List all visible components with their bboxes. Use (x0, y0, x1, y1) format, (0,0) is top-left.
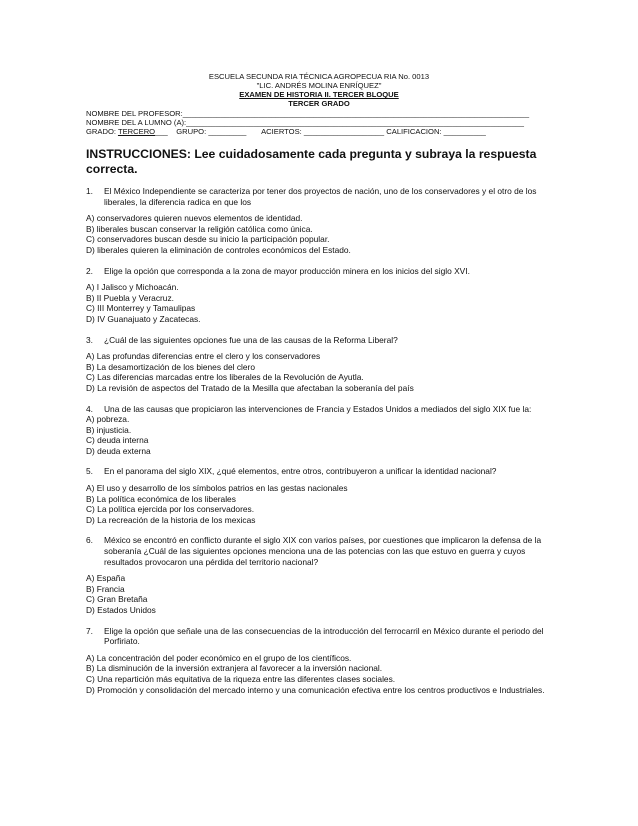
answer-option[interactable]: B) liberales buscan conservar la religión católica como única. (86, 223, 313, 234)
question-4 (86, 404, 552, 457)
question-gap (86, 394, 552, 404)
group-label: GRUPO: (176, 127, 207, 136)
teacher-name-field[interactable] (86, 109, 552, 118)
question-5 (86, 466, 552, 525)
answer-option[interactable]: B) La política económica de los liberales (86, 493, 236, 504)
question-6 (86, 535, 552, 615)
question-2 (86, 266, 552, 325)
question-list (86, 186, 552, 695)
answer-option[interactable]: A) pobreza. (86, 414, 130, 425)
teacher-name-label: NOMBRE DEL PROFESOR: (86, 109, 183, 118)
grade-title: TERCER GRADO (288, 99, 350, 108)
answer-option[interactable]: D) La revisión de aspectos del Tratado de la Mesilla que afectaban la soberanía del país (86, 382, 414, 393)
grade-label: GRADO: (86, 127, 116, 136)
question-7 (86, 626, 552, 696)
question-gap (86, 525, 552, 535)
answer-option[interactable]: C) Las diferencias marcadas entre los liberales de la Revolución de Ayutla. (86, 372, 364, 383)
answer-option[interactable]: A) El uso y desarrollo de los símbolos patrios en las gestas nacionales (86, 483, 348, 494)
question-number: 6. (86, 535, 93, 546)
question-number: 7. (86, 625, 93, 636)
teacher-name-blank: __________________________________________________________________________________ (182, 109, 530, 118)
answer-option[interactable]: A) La concentración del poder económico en el grupo de los científicos. (86, 652, 352, 663)
student-name-field[interactable] (86, 118, 552, 127)
answer-option[interactable]: C) deuda interna (86, 435, 149, 446)
question-stem (86, 266, 552, 277)
question-3 (86, 335, 552, 394)
answer-option[interactable]: C) Gran Bretaña (86, 594, 148, 605)
answer-option[interactable]: D) La recreación de la historia de los mexicas (86, 514, 256, 525)
question-number: 3. (86, 334, 93, 345)
question-text: Elige la opción que corresponda a la zona de mayor producción minera en los inicios del siglo XVI. (104, 265, 470, 276)
student-name-blank: ________________________________________________________________________________ (186, 118, 525, 127)
question-stem (86, 335, 552, 346)
school-honoree: "LIC. ANDRÉS MOLINA ENRÍQUEZ" (256, 81, 382, 90)
question-gap (86, 256, 552, 266)
question-text: Una de las causas que propiciaron las intervenciones de Francia y Estados Unidos a mediados del siglo XIX fue la: (104, 403, 532, 414)
score-label: ACIERTOS: (261, 127, 302, 136)
exam-title: EXAMEN DE HISTORIA II. TERCER BLOQUE (239, 90, 399, 99)
question-gap (86, 456, 552, 466)
school-name: ESCUELA SECUNDA RIA TÉCNICA AGROPECUA RIA No. 0013 (208, 72, 430, 81)
grade-result-label: CALIFICACION: (386, 127, 442, 136)
question-stem (86, 404, 552, 415)
question-gap (86, 616, 552, 626)
answer-option[interactable]: A) I Jalisco y Michoacán. (86, 282, 179, 293)
answer-option[interactable]: D) Promoción y consolidación del mercado interno y una comunicación efectiva entre los centros productivos e Industriales. (86, 684, 545, 695)
answer-option[interactable]: A) Las profundas diferencias entre el clero y los conservadores (86, 351, 321, 362)
question-number: 5. (86, 466, 93, 477)
answer-option[interactable]: B) La desamortización de los bienes del clero (86, 361, 255, 372)
student-name-label: NOMBRE DEL A LUMNO (A): (86, 118, 187, 127)
answer-option[interactable]: B) La disminución de la inversión extranjera al favorecer a la inversión nacional. (86, 663, 383, 674)
answer-option[interactable]: C) conservadores buscan desde su inicio la participación popular. (86, 234, 330, 245)
answer-option[interactable]: D) IV Guanajuato y Zacatecas. (86, 313, 201, 324)
question-number: 1. (86, 186, 93, 196)
answer-option[interactable]: D) Estados Unidos (86, 605, 156, 615)
question-number: 2. (86, 265, 93, 276)
question-stem (86, 186, 552, 207)
instructions: INSTRUCCIONES: Lee cuidadosamente cada pregunta y subraya la respuesta correcta. (86, 147, 537, 176)
question-stem (86, 626, 552, 647)
grade-blank: ___ (155, 127, 168, 136)
question-stem (86, 466, 552, 477)
question-text: Elige la opción que señale una de las consecuencias de la introducción del ferrocarril en México durante el periodo del Porfiriato. (104, 625, 544, 647)
answer-option[interactable]: B) Francia (86, 583, 125, 594)
answer-option[interactable]: B) injusticia. (86, 424, 132, 435)
answer-option[interactable]: D) deuda externa (86, 445, 151, 456)
question-text: ¿Cuál de las siguientes opciones fue una de las causas de la Reforma Liberal? (104, 334, 398, 345)
answer-option[interactable]: C) III Monterrey y Tamaulipas (86, 303, 196, 314)
question-text: En el panorama del siglo XIX, ¿qué elementos, entre otros, contribuyeron a unificar la identidad nacional? (104, 466, 497, 477)
exam-header (86, 72, 552, 108)
answer-option[interactable]: C) Una repartición más equitativa de la riqueza entre las diferentes clases sociales. (86, 673, 396, 684)
question-1 (86, 186, 552, 256)
student-fields (86, 109, 552, 136)
grade-result-blank[interactable]: __________ (443, 127, 486, 136)
grade-value: TERCERO (117, 127, 156, 136)
score-blank[interactable]: ___________________ (303, 127, 385, 136)
group-blank[interactable]: _________ (208, 127, 247, 136)
question-text: México se encontró en conflicto durante el siglo XIX con varios países, por cuestiones que implicaron la defensa de la soberanía ¿Cuál de las siguientes opciones menciona una de las potencias con las que estuvo en guerra y cuyos resultados provocaron una pérdida del territorio nacional? (104, 535, 542, 567)
question-number: 4. (86, 403, 93, 414)
question-stem (86, 535, 552, 567)
exam-page (86, 72, 552, 695)
answer-option[interactable]: A) España (86, 573, 126, 584)
question-gap (86, 325, 552, 335)
answer-option[interactable]: D) liberales quieren la eliminación de controles económicos del Estado. (86, 244, 351, 255)
answer-option[interactable]: C) La política ejercida por los conservadores. (86, 504, 255, 515)
answer-option[interactable]: B) II Puebla y Veracruz. (86, 292, 174, 303)
answer-option[interactable]: A) conservadores quieren nuevos elementos de identidad. (86, 213, 303, 224)
question-text: El México Independiente se caracteriza por tener dos proyectos de nación, uno de los conservadores y el otro de los liberales, la diferencia radica en que los (104, 186, 537, 207)
grade-group-row (86, 127, 552, 136)
